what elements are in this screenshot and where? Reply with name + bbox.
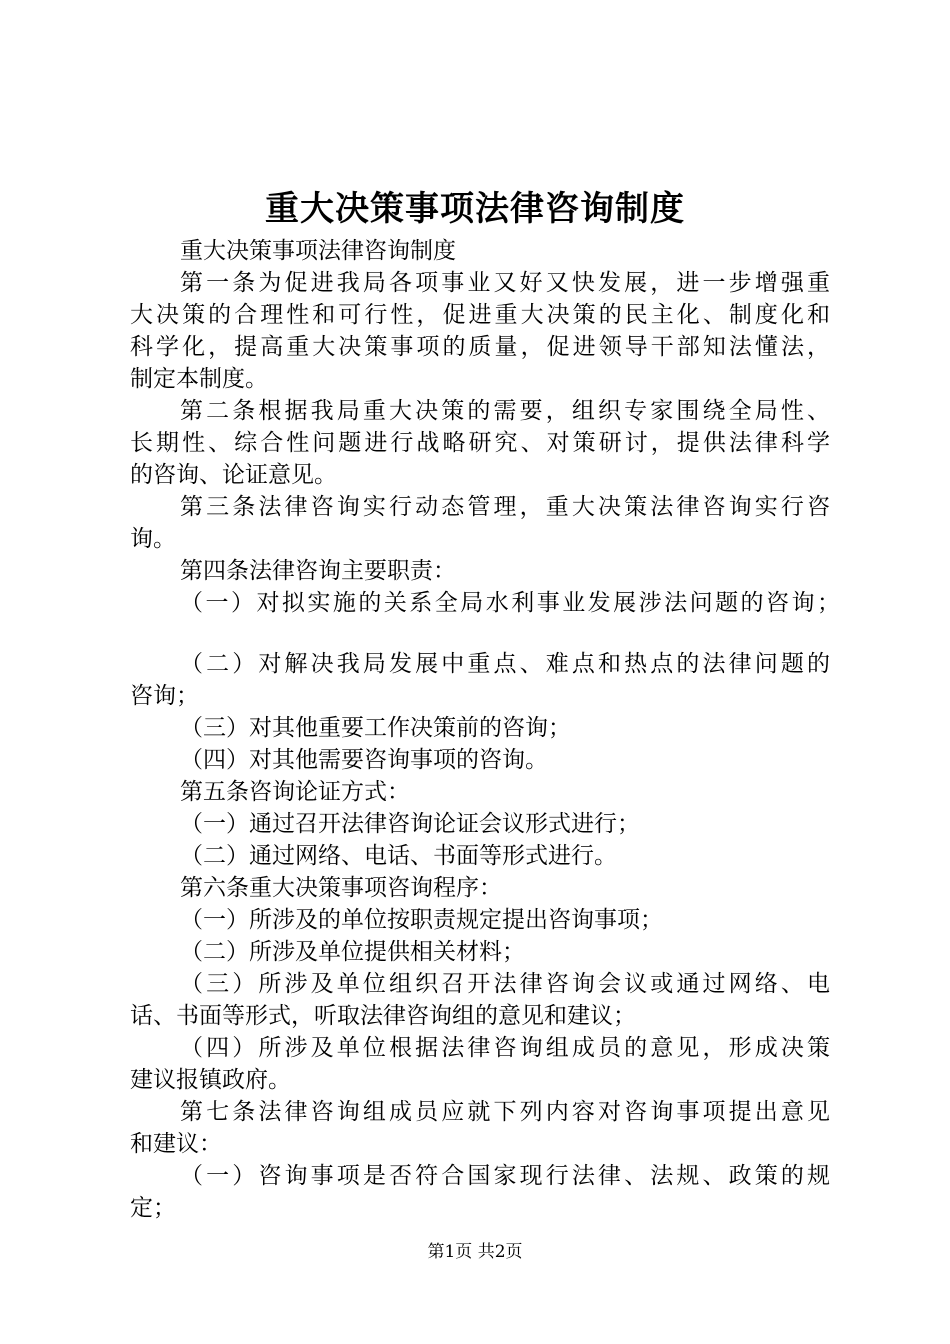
body-line: 询。 (130, 526, 176, 552)
body-line: 建议报镇政府。 (130, 1067, 291, 1093)
body-line: （三）所涉及单位组织召开法律咨询会议或通过网络、电 (180, 971, 830, 997)
body-line: 大决策的合理性和可行性，促进重大决策的民主化、制度化和 (130, 302, 830, 328)
body-line: 第七条法律咨询组成员应就下列内容对咨询事项提出意见 (180, 1099, 830, 1125)
body-line: （四）所涉及单位根据法律咨询组成员的意见，形成决策 (180, 1035, 830, 1061)
body-line: （二）所涉及单位提供相关材料； (180, 939, 525, 965)
body-line: （一）所涉及的单位按职责规定提出咨询事项； (180, 907, 663, 933)
body-line: （三）对其他重要工作决策前的咨询； (180, 715, 571, 741)
body-line: 第一条为促进我局各项事业又好又快发展，进一步增强重 (180, 270, 830, 296)
body-line: 重大决策事项法律咨询制度 (180, 238, 456, 264)
page-footer: 第1页 共2页 (427, 1242, 523, 1262)
body-line: （四）对其他需要咨询事项的咨询。 (180, 747, 548, 773)
body-line: 科学化，提高重大决策事项的质量，促进领导干部知法懂法， (130, 334, 830, 360)
body-line: （二）通过网络、电话、书面等形式进行。 (180, 843, 617, 869)
body-line: （一）对拟实施的关系全局水利事业发展涉法问题的咨询； (180, 590, 840, 616)
body-line: 咨询； (130, 683, 199, 709)
body-line: 和建议： (130, 1131, 222, 1157)
body-line: （一）通过召开法律咨询论证会议形式进行； (180, 811, 640, 837)
body-line: （一）咨询事项是否符合国家现行法律、法规、政策的规 (180, 1163, 830, 1189)
document-title: 重大决策事项法律咨询制度 (265, 189, 685, 229)
body-line: 第二条根据我局重大决策的需要，组织专家围绕全局性、 (180, 398, 830, 424)
body-line: （二）对解决我局发展中重点、难点和热点的法律问题的 (180, 651, 830, 677)
body-line: 话、书面等形式，听取法律咨询组的意见和建议； (130, 1003, 636, 1029)
body-line: 第三条法律咨询实行动态管理，重大决策法律咨询实行咨 (180, 494, 830, 520)
body-line: 第六条重大决策事项咨询程序： (180, 875, 502, 901)
body-line: 制定本制度。 (130, 366, 268, 392)
body-line: 第四条法律咨询主要职责： (180, 558, 456, 584)
body-line: 定； (130, 1195, 176, 1221)
body-line: 第五条咨询论证方式： (180, 779, 410, 805)
body-line: 长期性、综合性问题进行战略研究、对策研讨，提供法律科学 (130, 430, 830, 456)
body-line: 的咨询、论证意见。 (130, 462, 337, 488)
